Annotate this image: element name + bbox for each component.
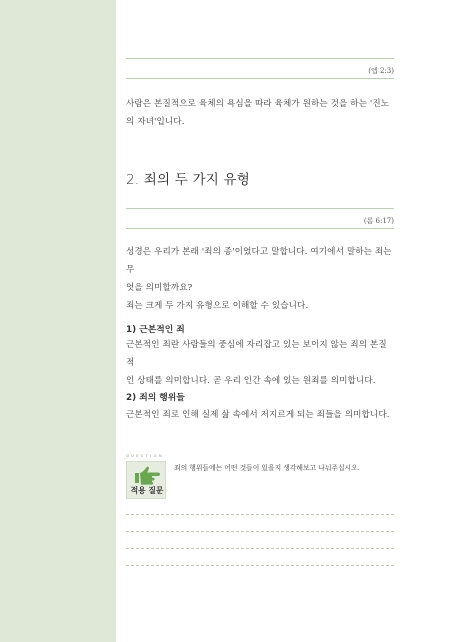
question-text: 죄의 행위들에는 어떤 것들이 있을지 생각해보고 나눠주십시오. [174, 464, 360, 472]
body-line: 성경은 우리가 본래 '죄의 종'이었다고 말합니다. 여기에서 말하는 죄는 무 [126, 247, 392, 275]
intro-paragraph [126, 95, 394, 131]
body-line: 죄는 크게 두 가지 유형으로 이해할 수 있습니다. [126, 301, 309, 311]
mid-divider [126, 208, 394, 209]
answer-line [126, 548, 394, 549]
sin-acts-paragraph [126, 406, 394, 424]
question-label: QUESTION [126, 454, 164, 458]
body-line: 엇을 의미할까요? [126, 283, 193, 293]
body-line: 인 상태를 의미합니다. 곧 우리 인간 속에 있는 원죄를 의미합니다. [126, 376, 376, 386]
answer-line [126, 565, 394, 566]
answer-line [126, 531, 394, 532]
body-line: 근본적인 죄란 사람들의 중심에 자리잡고 있는 보이지 않는 죄의 본질적 [126, 340, 387, 368]
pointing-hand-icon [133, 465, 161, 485]
answer-line [126, 514, 394, 515]
intro-line: 사람은 본질적으로 육체의 욕심을 따라 육체가 원하는 것을 하는 '진노 [126, 99, 390, 109]
subheading-fundamental-sin: 1) 근본적인 죄 [126, 325, 185, 335]
mid-divider-lower [126, 228, 394, 229]
subheading-sin-acts: 2) 죄의 행위들 [126, 393, 185, 403]
application-question-label: 적용 질문 [130, 486, 164, 495]
intro-line: 의 자녀'입니다. [126, 117, 185, 127]
section-title: 2. 죄의 두 가지 유형 [126, 172, 250, 188]
scripture-reference-top: (엡 2:3) [368, 67, 394, 75]
top-divider-lower [126, 78, 394, 79]
left-margin-band [0, 0, 116, 642]
application-question-badge [126, 461, 166, 499]
top-divider [126, 58, 394, 59]
fundamental-sin-paragraph [126, 336, 394, 390]
body-line: 근본적인 죄로 인해 실제 삶 속에서 저지르게 되는 죄들을 의미합니다. [126, 410, 390, 420]
body-paragraph [126, 243, 394, 315]
scripture-reference-mid: (롬 6:17) [363, 217, 394, 225]
